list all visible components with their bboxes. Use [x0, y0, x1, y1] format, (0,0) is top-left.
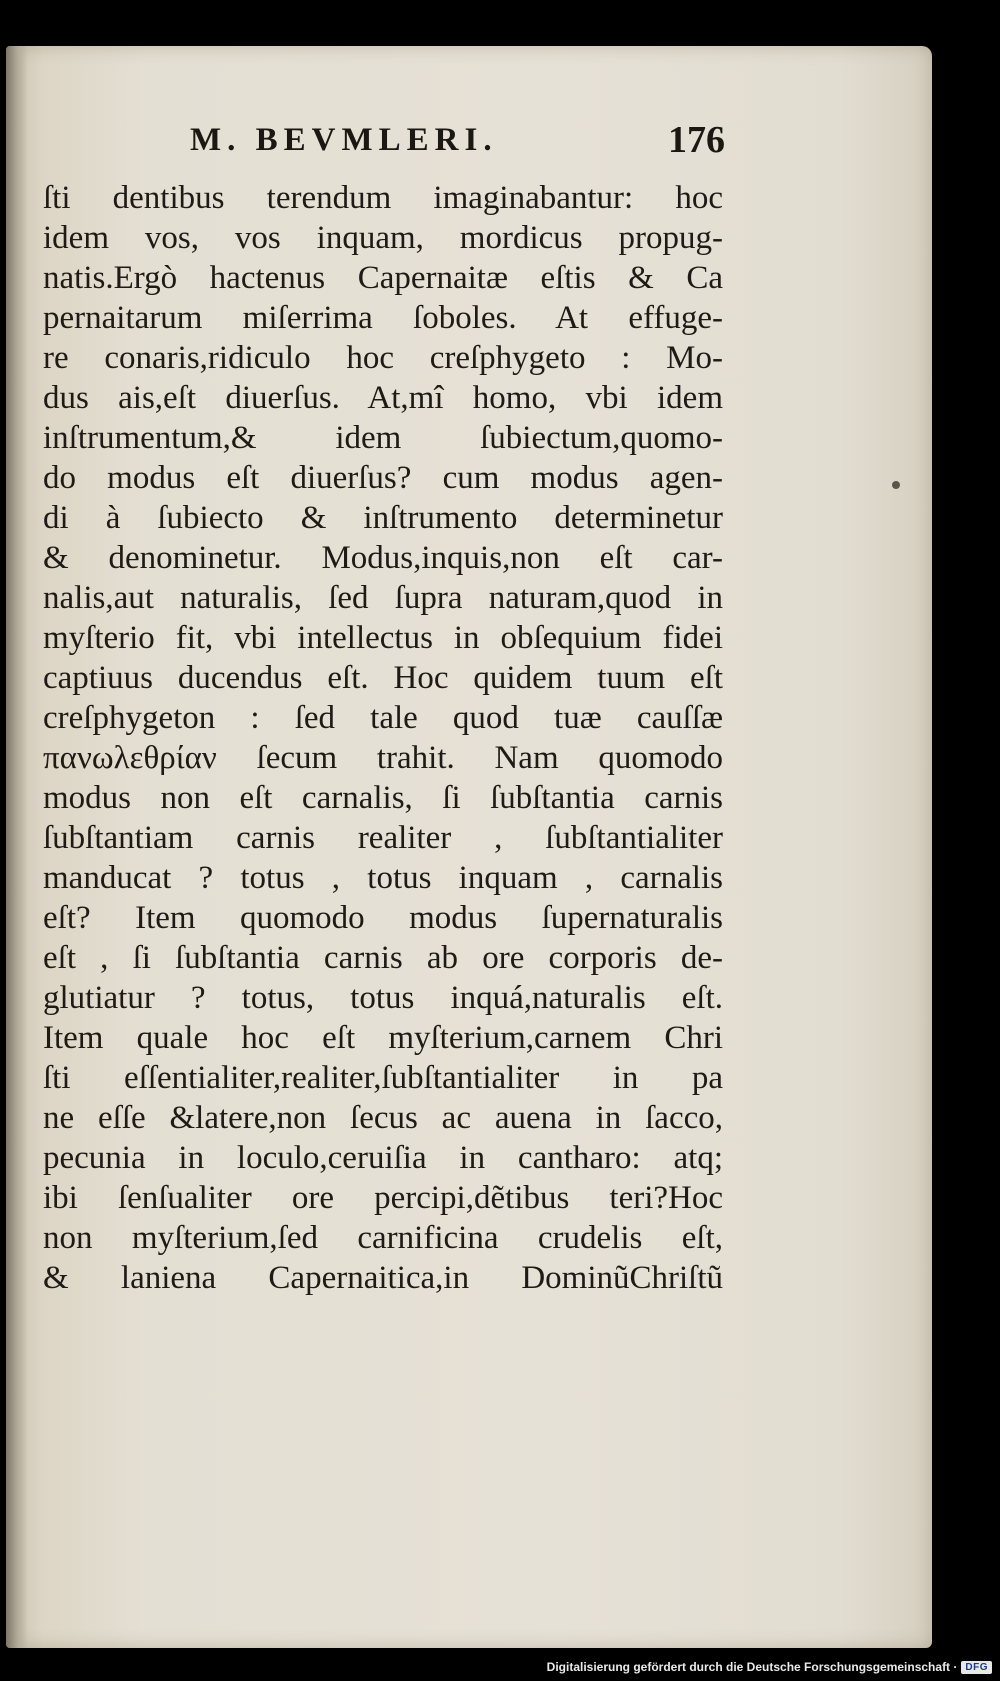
text-line: ne eſſe &latere,non ſecus ac auena in ſacco, [43, 1100, 723, 1136]
text-line: ſubſtantiam carnis realiter , ſubſtantialiter [43, 820, 723, 856]
text-line: dus ais,eſt diuerſus. At,mî homo, vbi idem [43, 380, 723, 416]
page-gutter [6, 46, 28, 1648]
text-line: nalis,aut naturalis, ſed ſupra naturam,quod in [43, 580, 723, 616]
text-line: non myſterium,ſed carnificina crudelis eſt, [43, 1220, 723, 1256]
text-line: natis.Ergò hactenus Capernaitæ eſtis & Ca [43, 260, 723, 296]
text-line: ibi ſenſualiter ore percipi,dẽtibus teri?Hoc [43, 1180, 723, 1216]
text-line: manducat ? totus , totus inquam , carnalis [43, 860, 723, 896]
page-number: 176 [668, 119, 725, 161]
text-line: myſterio fit, vbi intellectus in obſequium fidei [43, 620, 723, 656]
page-header [190, 119, 740, 172]
text-line: inſtrumentum,& idem ſubiectum,quomo- [43, 420, 723, 456]
running-head: M. BEVMLERI. [190, 122, 498, 158]
text-line: creſphygeton : ſed tale quod tuæ cauſſæ [43, 700, 723, 736]
text-line: captiuus ducendus eſt. Hoc quidem tuum eſt [43, 660, 723, 696]
text-line: idem vos, vos inquam, mordicus propug- [43, 220, 723, 256]
text-line: pernaitarum miſerrima ſoboles. At effuge- [43, 300, 723, 336]
text-line: ſti dentibus terendum imaginabantur: hoc [43, 180, 723, 216]
text-line: re conaris,ridiculo hoc creſphygeto : Mo- [43, 340, 723, 376]
dfg-logo-icon: DFG [961, 1661, 992, 1674]
footer-credit: Digitalisierung gefördert durch die Deutsche Forschungsgemeinschaft · [546, 1660, 958, 1674]
text-line: di à ſubiecto & inſtrumento determinetur [43, 500, 723, 536]
text-line: glutiatur ? totus, totus inquá,naturalis eſt. [43, 980, 723, 1016]
text-line: eſt , ſi ſubſtantia carnis ab ore corporis de- [43, 940, 723, 976]
text-line: eſt? Item quomodo modus ſupernaturalis [43, 900, 723, 936]
text-line: pecunia in loculo,ceruiſia in cantharo: atq; [43, 1140, 723, 1176]
body-text [43, 178, 723, 1298]
text-line: ſti eſſentialiter,realiter,ſubſtantialiter in pa [43, 1060, 723, 1096]
text-line: πανωλεθρίαν ſecum trahit. Nam quomodo [43, 740, 723, 776]
text-line: do modus eſt diuerſus? cum modus agen- [43, 460, 723, 496]
text-line: modus non eſt carnalis, ſi ſubſtantia carnis [43, 780, 723, 816]
text-line: Item quale hoc eſt myſterium,carnem Chri [43, 1020, 723, 1056]
text-line: & laniena Capernaitica,in DominũChriſtũ [43, 1260, 723, 1296]
digitization-footer [547, 1656, 992, 1678]
text-line: & denominetur. Modus,inquis,non eſt car- [43, 540, 723, 576]
ink-spot [892, 481, 900, 489]
